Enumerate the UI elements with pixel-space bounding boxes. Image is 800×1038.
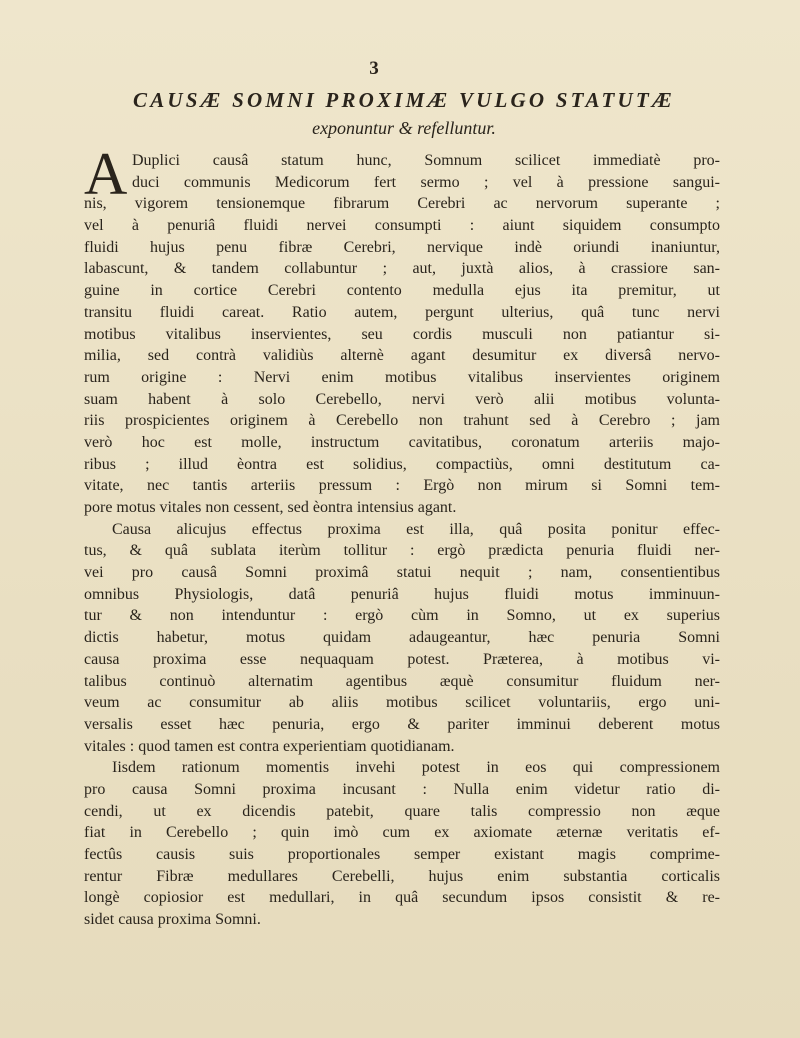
text-line: Iisdem rationum momentis invehi potest in eos qui compressionem	[112, 759, 720, 777]
text-line: omnibus Physiologis, datâ penuriâ hujus fluidi motus imminuun-	[84, 585, 720, 603]
body-text	[84, 141, 720, 931]
page-number: 3	[369, 58, 379, 79]
text-line: suam habent à solo Cerebello, nervi verò alii motibus volunta-	[84, 390, 720, 408]
text-line: riis prospicientes originem à Cerebello non trahunt sed à Cerebro ; jam	[84, 412, 720, 430]
text-line: fiat in Cerebello ; quin imò cum ex axiomate æternæ veritatis ef-	[84, 824, 720, 842]
text-line: Duplici causâ statum hunc, Somnum scilicet immediatè pro-	[132, 152, 720, 169]
chapter-subtitle: exponuntur & refelluntur.	[312, 118, 496, 138]
text-line: transitu fluidi careat. Ratio autem, pergunt ulterius, quâ tunc nervi	[84, 303, 720, 321]
text-line: milia, sed contrà validiùs alternè agant desumitur ex diversâ nervo-	[84, 347, 720, 365]
text-line: vitate, nec tantis arteriis pressum : Ergò non mirum si Somni tem-	[84, 477, 720, 495]
text-line: fectûs causis suis proportionales semper existant magis comprime-	[84, 846, 720, 863]
text-line: tur & non intenduntur : ergò cùm in Somno, ut ex superius	[84, 607, 720, 625]
text-line: veum ac consumitur ab aliis motibus scilicet voluntariis, ergo uni-	[84, 694, 720, 712]
drop-cap-letter: A	[84, 141, 128, 207]
text-line: Causa alicujus effectus proxima est illa, quâ posita ponitur effec-	[112, 520, 720, 538]
text-line: vel à penuriâ fluidi nervei consumpti : aiunt siquidem consumpto	[84, 217, 720, 235]
text-line: causa proxima esse nequaquam potest. Præterea, à motibus vi-	[84, 650, 720, 668]
text-line: duci communis Medicorum fert sermo ; vel à pressione sangui-	[132, 173, 720, 191]
text-line: rum origine : Nervi enim motibus vitalibus inservientes originem	[84, 368, 720, 386]
text-line: labascunt, & tandem collabuntur ; aut, juxtà alios, à crassiore san-	[84, 260, 720, 278]
paragraph-1	[84, 141, 720, 519]
text-line: vitales : quod tamen est contra experientiam quotidianam.	[84, 737, 455, 755]
text-line: vei pro causâ Somni proximâ statui nequit ; nam, consentientibus	[84, 564, 720, 582]
text-line: verò hoc est molle, instructum cavitatibus, coronatum arteriis majo-	[84, 433, 720, 451]
chapter-title: CAUSÆ SOMNI PROXIMÆ VULGO STATUTÆ	[133, 88, 675, 112]
text-line: cendi, ut ex dicendis patebit, quare talis compressio non æque	[84, 802, 720, 820]
text-line: tus, & quâ sublata iterùm tollitur : ergò prædicta penuria fluidi ner-	[84, 542, 720, 560]
paragraph-3	[84, 757, 720, 931]
text-line: longè copiosior est medullari, in quâ secundum ipsos consistit & re-	[84, 889, 720, 907]
paragraph-2	[84, 519, 720, 758]
text-line: dictis habetur, motus quidam adaugeantur, hæc penuria Somni	[84, 629, 720, 647]
text-line: versalis esset hæc penuria, ergo & pariter imminui deberent motus	[84, 715, 720, 733]
text-line: pro causa Somni proxima incusant : Nulla enim videtur ratio di-	[84, 780, 720, 798]
text-line: ribus ; illud èontra est solidius, compactiùs, omni destitutum ca-	[84, 455, 720, 473]
text-line: pore motus vitales non cessent, sed èontra intensius agant.	[84, 499, 457, 516]
text-line: talibus continuò alternatim agentibus æquè consumitur fluidum ner-	[84, 672, 720, 690]
text-line: guine in cortice Cerebri contento medulla ejus ita premitur, ut	[84, 282, 720, 300]
text-line: fluidi hujus penu fibræ Cerebri, nervique indè oriundi inaniuntur,	[84, 238, 720, 256]
text-line: nis, vigorem tensionemque fibrarum Cerebri ac nervorum superante ;	[84, 195, 720, 213]
text-line: sidet causa proxima Somni.	[84, 911, 261, 929]
text-line: motibus vitalibus inservientes, seu cordis musculi non patiantur si-	[84, 325, 720, 343]
text-line: rentur Fibræ medullares Cerebelli, hujus enim substantia corticalis	[84, 867, 720, 885]
